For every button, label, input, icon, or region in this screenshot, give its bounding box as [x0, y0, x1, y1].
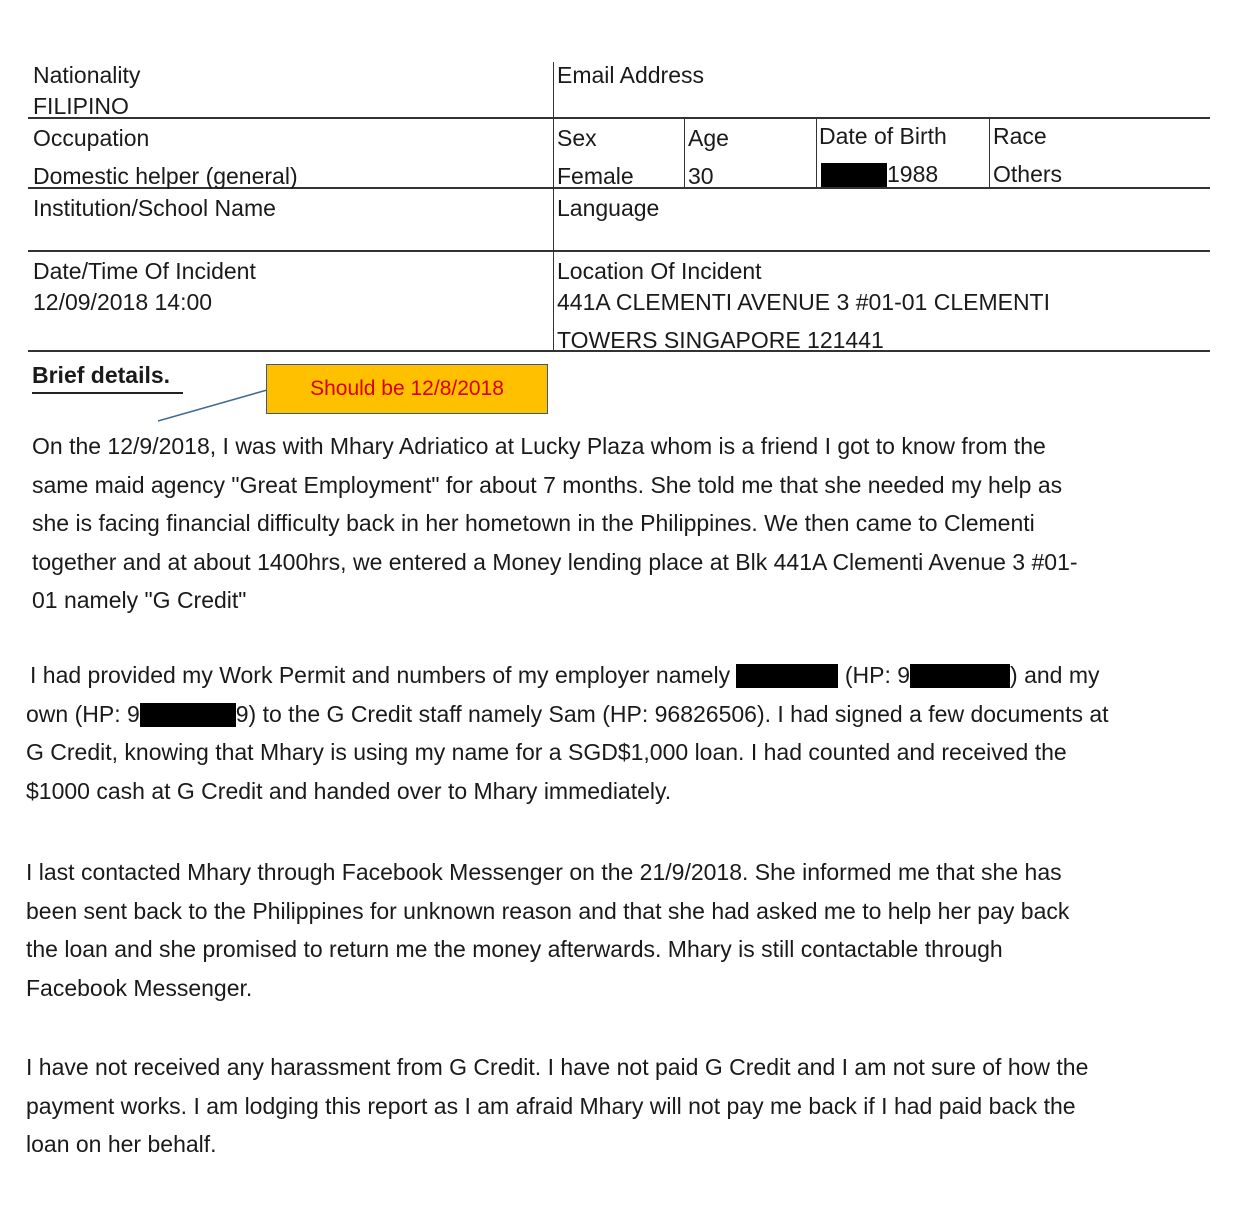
paragraph-4	[26, 1048, 1088, 1164]
text-span: 9) to the G Credit staff namely Sam (HP: 96826506). I had signed a few documents at	[235, 700, 1109, 727]
paragraph-line: she is facing financial difficulty back in her hometown in the Philippines. We then came to Clementi	[32, 510, 1035, 536]
paragraph-line: been sent back to the Philippines for unknown reason and that she had asked me to help her pay back	[26, 897, 1070, 924]
dob-value	[821, 161, 938, 187]
column-divider-race	[989, 118, 990, 188]
text-span: (HP: 9	[844, 662, 911, 688]
paragraph-line: payment works. I am lodging this report as I am afraid Mhary will not pay me back if I had paid back the	[26, 1092, 1076, 1119]
text-span: ) and my	[1010, 662, 1100, 688]
age-value: 30	[688, 163, 714, 189]
institution-label: Institution/School Name	[33, 195, 276, 221]
row-divider-3	[28, 250, 1210, 252]
paragraph-line: I last contacted Mhary through Facebook Messenger on the 21/9/2018. She informed me that she has	[26, 859, 1062, 885]
incident-location-line2: TOWERS SINGAPORE 121441	[557, 327, 884, 353]
redaction-bar	[736, 664, 838, 688]
race-label: Race	[993, 123, 1047, 149]
paragraph-line: same maid agency "Great Employment" for about 7 months. She told me that she needed my help as	[32, 471, 1063, 498]
email-label: Email Address	[557, 62, 705, 88]
paragraph-line: I have not received any harassment from G Credit. I have not paid G Credit and I am not sure of how the	[26, 1054, 1089, 1080]
sex-label: Sex	[557, 125, 597, 151]
age-label: Age	[688, 125, 729, 151]
race-value: Others	[993, 161, 1063, 187]
column-divider-main	[553, 62, 554, 351]
paragraph-line: On the 12/9/2018, I was with Mhary Adriatico at Lucky Plaza whom is a friend I got to know from the	[32, 433, 1046, 459]
redaction-bar	[821, 163, 887, 187]
paragraph-line: $1000 cash at G Credit and handed over to Mhary immediately.	[26, 777, 672, 804]
paragraph-line: the loan and she promised to return me the money afterwards. Mhary is still contactable through	[26, 936, 1003, 962]
sex-value: Female	[557, 163, 634, 189]
paragraph-line: loan on her behalf.	[26, 1131, 217, 1157]
paragraph-2	[26, 656, 1109, 810]
annotation-pointer-line	[150, 380, 280, 430]
column-divider-dob	[816, 118, 817, 188]
row-divider-1	[28, 117, 1210, 119]
redaction-bar	[140, 703, 236, 727]
paragraph-line: G Credit, knowing that Mhary is using my name for a SGD$1,000 loan. I had counted and received the	[26, 739, 1067, 765]
brief-details-heading: Brief details.	[32, 362, 171, 388]
paragraph-1	[32, 427, 1078, 620]
occupation-value: Domestic helper (general)	[33, 163, 298, 189]
paragraph-line: together and at about 1400hrs, we entered a Money lending place at Blk 441A Clementi Avenue 3 #01-	[32, 548, 1078, 575]
annotation-callout: Should be 12/8/2018	[266, 364, 548, 414]
text-span: I had provided my Work Permit and numbers of my employer namely	[30, 662, 731, 688]
paragraph-line	[30, 656, 1109, 695]
text-span: own (HP: 9	[26, 700, 140, 727]
incident-datetime-label: Date/Time Of Incident	[33, 258, 256, 284]
paragraph-3	[26, 853, 1069, 1007]
nationality-value: FILIPINO	[33, 93, 129, 119]
incident-datetime-value: 12/09/2018 14:00	[33, 289, 213, 315]
language-label: Language	[557, 195, 660, 221]
redaction-bar	[910, 664, 1010, 688]
paragraph-line	[26, 695, 1109, 734]
paragraph-line: 01 namely "G Credit"	[32, 587, 247, 613]
nationality-label: Nationality	[33, 62, 141, 88]
occupation-label: Occupation	[33, 125, 150, 151]
paragraph-line: Facebook Messenger.	[26, 974, 253, 1001]
incident-location-label: Location Of Incident	[557, 258, 762, 284]
dob-year: 1988	[887, 161, 939, 187]
dob-label: Date of Birth	[819, 123, 947, 149]
incident-location-line1: 441A CLEMENTI AVENUE 3 #01-01 CLEMENTI	[557, 289, 1050, 315]
column-divider-age	[684, 118, 685, 188]
